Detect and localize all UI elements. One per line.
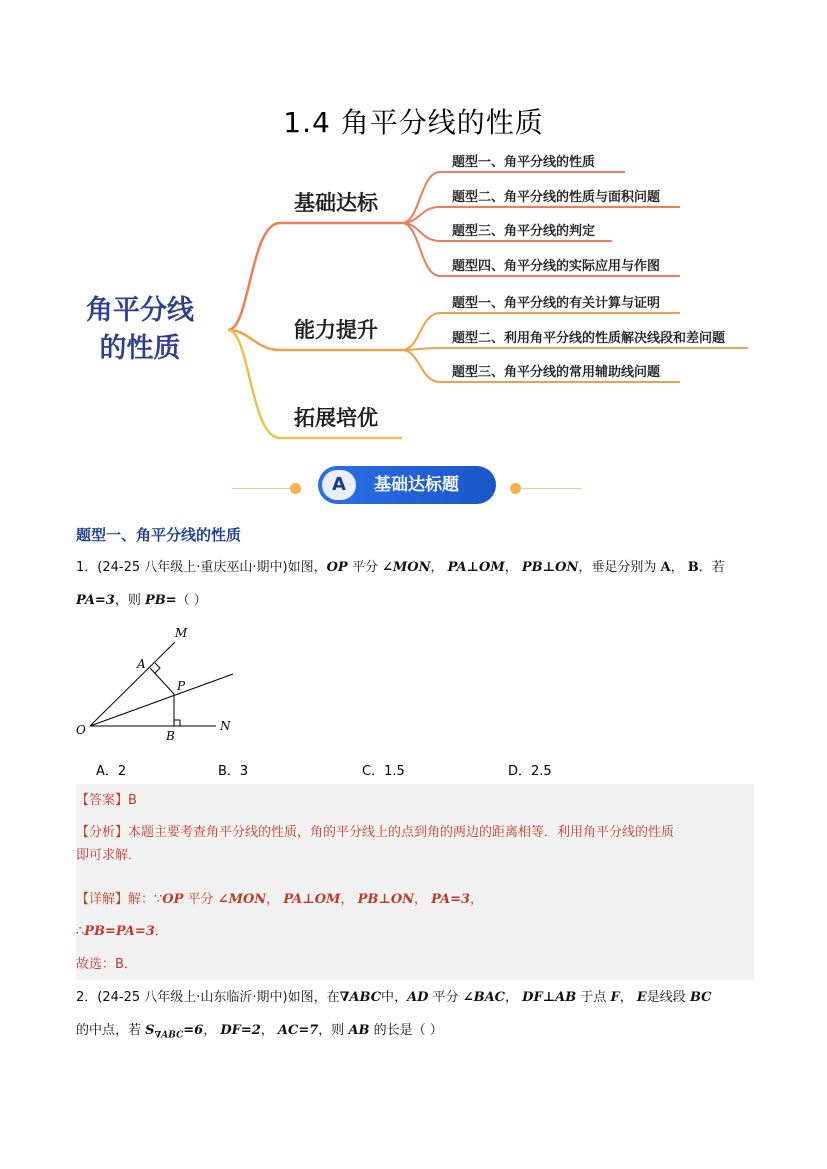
banner-letter: A xyxy=(322,470,356,500)
question-2-line-1: 2．(24-25 八年级上·山东临沂·期中)如图，在∇ABC中，AD 平分 ∠BAC， DF⊥AB 于点 F， E是线段 BC xyxy=(76,990,712,1005)
mindmap-branch-label: 拓展培优 xyxy=(294,406,378,430)
label-b: B xyxy=(166,729,175,743)
mindmap-curve-leaf xyxy=(402,350,440,382)
analysis-line-1: 【分析】本题主要考查角平分线的性质，角的平分线上的点到角的两边的距离相等．利用角平分线的性质 xyxy=(76,825,675,840)
answer-panel xyxy=(76,784,754,980)
segment-pa xyxy=(150,668,174,694)
detail-line-2: ∴PB=PA=3． xyxy=(76,924,168,939)
banner-right-line xyxy=(520,488,582,489)
page-title: 1.4 角平分线的性质 xyxy=(283,106,544,139)
mindmap-curve-leaf xyxy=(402,313,440,350)
option-b[interactable]: B．3 xyxy=(218,764,249,779)
right-angle-mark-a xyxy=(155,663,160,673)
mindmap-leaf: 题型二、利用角平分线的性质解决线段和差问题 xyxy=(452,331,726,346)
section-heading: 题型一、角平分线的性质 xyxy=(76,526,242,544)
mindmap-curve-branch2 xyxy=(228,330,280,350)
mindmap-leaf: 题型三、角平分线的常用辅助线问题 xyxy=(452,365,661,380)
label-o: O xyxy=(76,723,86,737)
option-a[interactable]: A．2 xyxy=(96,764,127,779)
mindmap-curve-leaf xyxy=(402,223,440,276)
mindmap-root xyxy=(70,292,210,368)
banner-label: 基础达标题 xyxy=(374,475,459,495)
final-choice-line: 故选：B． xyxy=(76,957,137,972)
question-1-figure xyxy=(70,622,250,747)
section-banner xyxy=(318,466,496,504)
detail-line-1: 【详解】解：∵OP 平分 ∠MON， PA⊥OM， PB⊥ON， PA=3， xyxy=(76,892,484,907)
mindmap-curve-branch3 xyxy=(228,330,280,438)
label-n: N xyxy=(220,719,231,733)
question-1-line-2: PA=3，则 PB=（ ） xyxy=(76,593,207,608)
analysis-line-2: 即可求解． xyxy=(76,848,142,863)
answer-line: 【答案】B xyxy=(76,793,137,808)
banner-left-line xyxy=(232,488,292,489)
mindmap-curve-branch1 xyxy=(228,223,280,330)
label-a: A xyxy=(137,657,146,671)
question-2-line-2: 的中点，若 $S_{\nabla ABC}=6$， DF=2， AC=7，则 AB 的长是（ ） xyxy=(76,1023,443,1041)
right-angle-mark-b xyxy=(174,720,180,726)
mindmap-root-line: 的性质 xyxy=(99,333,181,364)
mindmap-leaf: 题型四、角平分线的实际应用与作图 xyxy=(452,259,661,274)
ray-op xyxy=(90,674,233,726)
mindmap-leaf: 题型三、角平分线的判定 xyxy=(452,224,596,239)
banner-left-dot xyxy=(290,483,301,494)
mindmap-leaf: 题型二、角平分线的性质与面积问题 xyxy=(452,190,661,205)
option-d[interactable]: D．2.5 xyxy=(508,764,552,779)
mindmap-leaf: 题型一、角平分线的性质 xyxy=(452,155,596,170)
option-c[interactable]: C．1.5 xyxy=(362,764,405,779)
mindmap-root-line: 角平分线 xyxy=(86,295,194,326)
mindmap-leaf: 题型一、角平分线的有关计算与证明 xyxy=(452,296,661,311)
label-m: M xyxy=(175,626,188,640)
mindmap-branch-label: 基础达标 xyxy=(294,191,378,215)
mindmap-branch-label: 能力提升 xyxy=(294,318,378,342)
label-p: P xyxy=(177,679,186,693)
question-1-line-1: 1．(24-25 八年级上·重庆巫山·期中)如图，OP 平分 ∠MON， PA⊥OM， PB⊥ON，垂足分别为 A， B．若 xyxy=(76,560,725,575)
ray-om xyxy=(90,642,175,726)
